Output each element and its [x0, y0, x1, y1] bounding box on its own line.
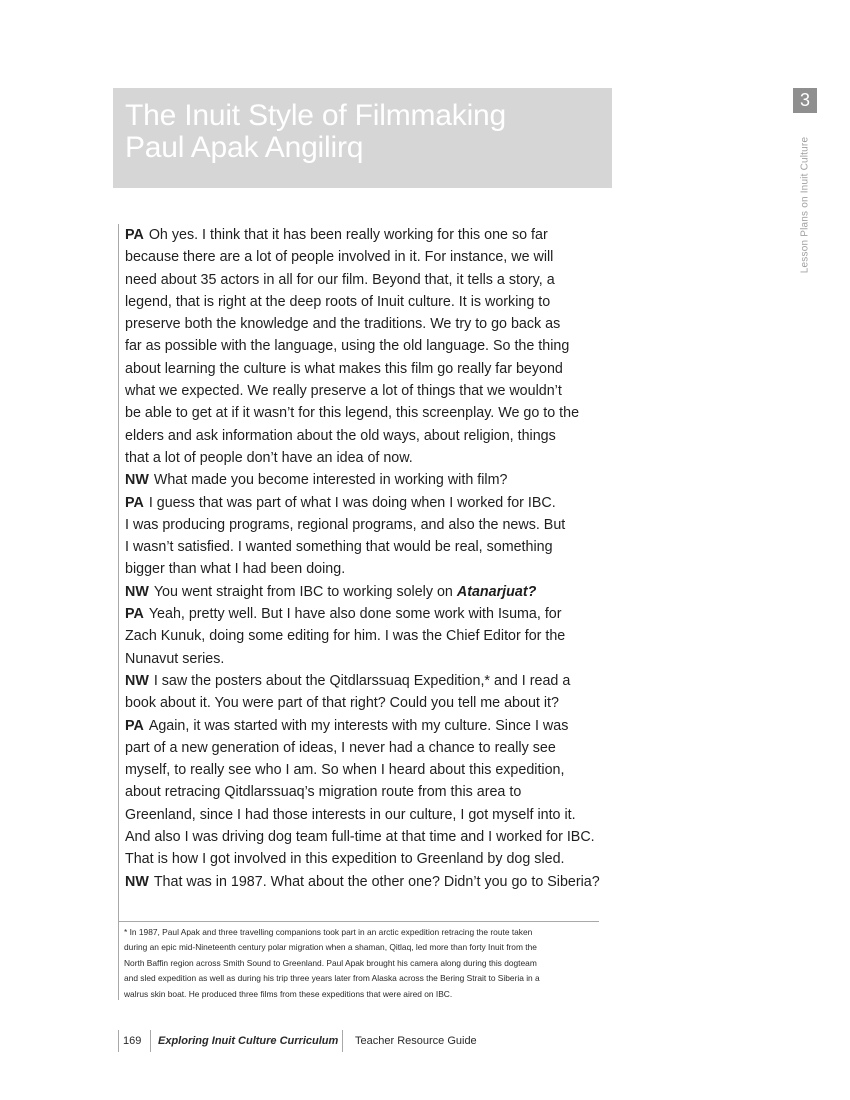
guide-title: Exploring Inuit Culture Curriculum	[158, 1035, 339, 1047]
line-text: about retracing Qitdlarssuaq’s migration route from this area to	[125, 784, 522, 801]
footer-divider-right	[342, 1030, 343, 1052]
line-text: Oh yes. I think that it has been really working for this one so far	[148, 227, 548, 243]
speaker-label: PA	[125, 717, 144, 734]
line-text: And also I was driving dog team full-time at that time and I worked for IBC.	[125, 829, 595, 846]
line-text: book about it. You were part of that right? Could you tell me about it?	[125, 695, 559, 712]
footnote-divider	[118, 921, 599, 922]
text-line	[125, 737, 605, 759]
line-text: legend, that is right at the deep roots of Inuit culture. It is working to	[125, 293, 551, 310]
text-line	[125, 514, 605, 536]
title-banner	[113, 88, 612, 188]
chapter-number-badge: 3	[793, 88, 817, 113]
text-line	[125, 603, 605, 625]
footer-divider-left	[118, 1030, 119, 1052]
footnote	[124, 925, 604, 1002]
text-line	[125, 269, 605, 291]
line-text: be able to get at if it wasn’t for this legend, this screenplay. We go to the	[125, 405, 580, 422]
text-line	[125, 380, 605, 402]
body-margin-rule	[118, 224, 119, 1000]
page-subtitle: Paul Apak Angilirq	[125, 131, 364, 164]
line-text: bigger than what I had been doing.	[125, 561, 346, 578]
guide-subtitle: Teacher Resource Guide	[355, 1035, 477, 1047]
text-line	[125, 648, 605, 670]
text-line	[125, 848, 605, 870]
text-line	[125, 692, 605, 714]
page-number: 169	[123, 1035, 142, 1047]
text-line	[125, 536, 605, 558]
line-text: Greenland, since I had those interests in our culture, I got myself into it.	[125, 806, 576, 823]
line-text: that a lot of people don’t have an idea of now.	[125, 449, 413, 466]
footnote-line: and sled expedition as well as during his trip three years later from Alaska across the Bering Strait to Siberia in a	[124, 973, 540, 984]
text-line	[125, 335, 605, 357]
text-line	[125, 670, 605, 692]
line-text: Again, it was started with my interests with my culture. Since I was	[148, 717, 569, 734]
footnote-line: * In 1987, Paul Apak and three travelling companions took part in an arctic expedition retracing the route taken	[124, 927, 533, 937]
text-line	[125, 715, 605, 737]
speaker-label: NW	[125, 672, 149, 689]
line-text: I wasn’t satisfied. I wanted something that would be real, something	[125, 539, 553, 556]
line-text: Zach Kunuk, doing some editing for him. I was the Chief Editor for the	[125, 628, 566, 645]
page-title: The Inuit Style of Filmmaking	[125, 99, 507, 132]
text-line	[125, 447, 605, 469]
text-line	[125, 581, 605, 603]
footnote-line: walrus skin boat. He produced three films from these expeditions that were aired on IBC.	[124, 988, 453, 999]
interview-text	[125, 224, 605, 893]
line-text: preserve both the knowledge and the traditions. We try to go back as	[125, 316, 561, 333]
text-line	[125, 469, 605, 491]
text-line	[125, 871, 605, 893]
text-line	[125, 246, 605, 268]
film-title-emphasis: Atanarjuat?	[456, 583, 537, 600]
line-text: That was in 1987. What about the other one? Didn’t you go to Siberia?	[153, 873, 600, 890]
footnote-line: during an epic mid-Nineteenth century polar migration when a shaman, Qitlaq, led more than forty Inuit from the	[124, 942, 537, 953]
line-text: about learning the culture is what makes this film go really far beyond	[125, 360, 563, 377]
text-line	[125, 402, 605, 424]
line-text: I saw the posters about the Qitdlarssuaq Expedition,* and I read a	[153, 672, 571, 689]
line-text: part of a new generation of ideas, I never had a chance to really see	[125, 739, 556, 756]
line-text: Nunavut series.	[125, 650, 225, 667]
side-section-label-text: Lesson Plans on Inuit Culture	[799, 136, 811, 274]
text-line	[125, 558, 605, 580]
speaker-label: PA	[125, 606, 144, 623]
line-text: because there are a lot of people involved in it. For instance, we will	[125, 249, 554, 266]
text-line	[125, 492, 605, 514]
footer-divider-middle	[150, 1030, 151, 1052]
speaker-label: NW	[125, 472, 149, 489]
text-line	[125, 313, 605, 335]
text-line	[125, 781, 605, 803]
line-text: what we expected. We really preserve a lot of things that we wouldn’t	[125, 383, 562, 400]
text-line	[125, 358, 605, 380]
page-footer	[118, 1030, 538, 1052]
text-line	[125, 625, 605, 647]
text-line	[125, 804, 605, 826]
line-text: What made you become interested in working with film?	[153, 472, 508, 489]
text-line	[125, 291, 605, 313]
line-text: elders and ask information about the old ways, about religion, things	[125, 427, 556, 444]
line-text: myself, to really see who I am. So when I heard about this expedition,	[125, 762, 565, 779]
text-line	[125, 759, 605, 781]
line-text: I was producing programs, regional programs, and also the news. But	[125, 516, 566, 533]
text-line	[125, 826, 605, 848]
speaker-label: NW	[125, 873, 149, 890]
line-text: I guess that was part of what I was doing when I worked for IBC.	[148, 494, 556, 511]
speaker-label: PA	[125, 494, 144, 511]
line-text: You went straight from IBC to working solely on	[153, 583, 453, 600]
footnote-line: North Baffin region across Smith Sound to Greenland. Paul Apak brought his camera along during this dogteam	[124, 957, 537, 968]
speaker-label: PA	[125, 227, 144, 243]
text-line	[125, 224, 605, 246]
line-text: That is how I got involved in this expedition to Greenland by dog sled.	[125, 851, 565, 868]
line-text: Yeah, pretty well. But I have also done some work with Isuma, for	[148, 606, 562, 623]
text-line	[125, 425, 605, 447]
line-text: far as possible with the language, using the old language. So the thing	[125, 338, 570, 355]
line-text: need about 35 actors in all for our film. Beyond that, it tells a story, a	[125, 271, 555, 288]
speaker-label: NW	[125, 583, 149, 600]
